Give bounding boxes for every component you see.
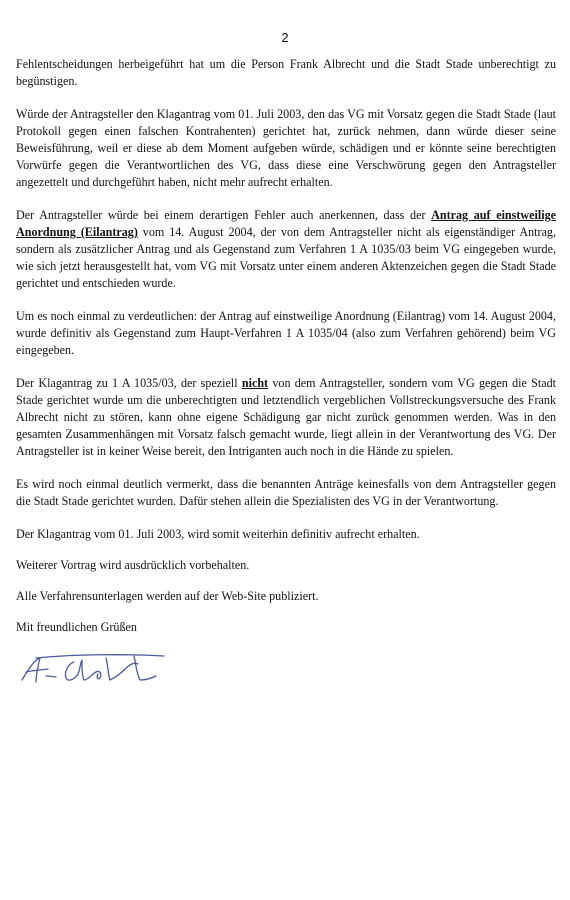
letter-body bbox=[16, 56, 556, 690]
paragraph-8: Weiterer Vortrag wird ausdrücklich vorbehalten. bbox=[16, 558, 250, 572]
paragraph-1: Fehlentscheidungen herbeigeführt hat um die Person Frank Albrecht und die Stadt Stade unberechtigt zu begünstigen. bbox=[16, 57, 556, 88]
paragraph-6: Es wird noch einmal deutlich vermerkt, dass die benannten Anträge keinesfalls von dem Antragsteller gegen die Stadt Stade gerichtet wurden. Dafür stehen allein die Spezialisten des VG in der Verantwortung. bbox=[16, 477, 556, 508]
paragraph-3-after: vom 14. August 2004, der von dem Antragsteller nicht als eigenständiger Antrag, sondern als zusätzlicher Antrag und als Gegenstand zum Verfahren 1 A 1035/03 beim VG eingegeben wurde, wie sich jetzt herausgestellt hat, vom VG mit Vorsatz unter einem anderen Aktenzeichen gegen die Stadt Stade gerichtet und entschieden wurde. bbox=[16, 225, 557, 290]
signature-image bbox=[16, 650, 166, 690]
paragraph-4: Um es noch einmal zu verdeutlichen: der Antrag auf einstweilige Anordnung (Eilantrag) vom 14. August 2004, wurde definitiv als Gegenstand zum Haupt-Verfahren 1 A 1035/04 (also zum Verfahren gehörend) beim VG eingegeben. bbox=[16, 309, 556, 357]
paragraph-2: Würde der Antragsteller den Klagantrag vom 01. Juli 2003, den das VG mit Vorsatz gegen die Stadt Stade (laut Protokoll gegen einen falschen Kontrahenten) gerichtet hat, zurück nehmen, dann würde dieser seine Beweisführung, weil er diese ab dem Moment aufgeben würde, schädigen und er könnte seine berechtigten Vorwürfe gegen die Verantwortlichen des VG, dass diese eine Verschwörung gegen den Antragsteller angezettelt und durchgeführt haben, nicht mehr aufrecht erhalten. bbox=[16, 107, 556, 189]
paragraph-5-after: von dem Antragsteller, sondern vom VG gegen die Stadt Stade gerichtet wurde um die unberechtigten und letztendlich vergeblichen Vollstreckungsversuche des Frank Albrecht nicht zu stören, kann ohne eigene Schädigung gar nicht zurück genommen werden. Was in den gesamten Zusammenhängen mit Vorsatz falsch gemacht wurde, liegt allein in der Verantwortung des VG. Der Antragsteller ist in keiner Weise bereit, den Intriganten auch noch in die Hände zu spielen. bbox=[16, 376, 556, 458]
closing-salutation: Mit freundlichen Grüßen bbox=[16, 620, 137, 634]
page-number: 2 bbox=[281, 30, 289, 45]
paragraph-3-before: Der Antragsteller würde bei einem derartigen Fehler auch anerkennen, dass der bbox=[16, 208, 432, 222]
paragraph-7: Der Klagantrag vom 01. Juli 2003, wird somit weiterhin definitiv aufrecht erhalten. bbox=[16, 527, 420, 541]
closing-block bbox=[16, 619, 556, 690]
paragraph-5 bbox=[16, 375, 556, 460]
paragraph-3-emphasis: Antrag auf einstweilige Anordnung (Eilantrag) bbox=[16, 208, 556, 239]
paragraph-5-before: Der Klagantrag zu 1 A 1035/03, der speziell bbox=[16, 376, 242, 390]
paragraph-9: Alle Verfahrensunterlagen werden auf der Web-Site publiziert. bbox=[16, 589, 319, 603]
paragraph-5-emphasis: nicht bbox=[241, 376, 269, 390]
paragraph-3 bbox=[16, 207, 556, 292]
